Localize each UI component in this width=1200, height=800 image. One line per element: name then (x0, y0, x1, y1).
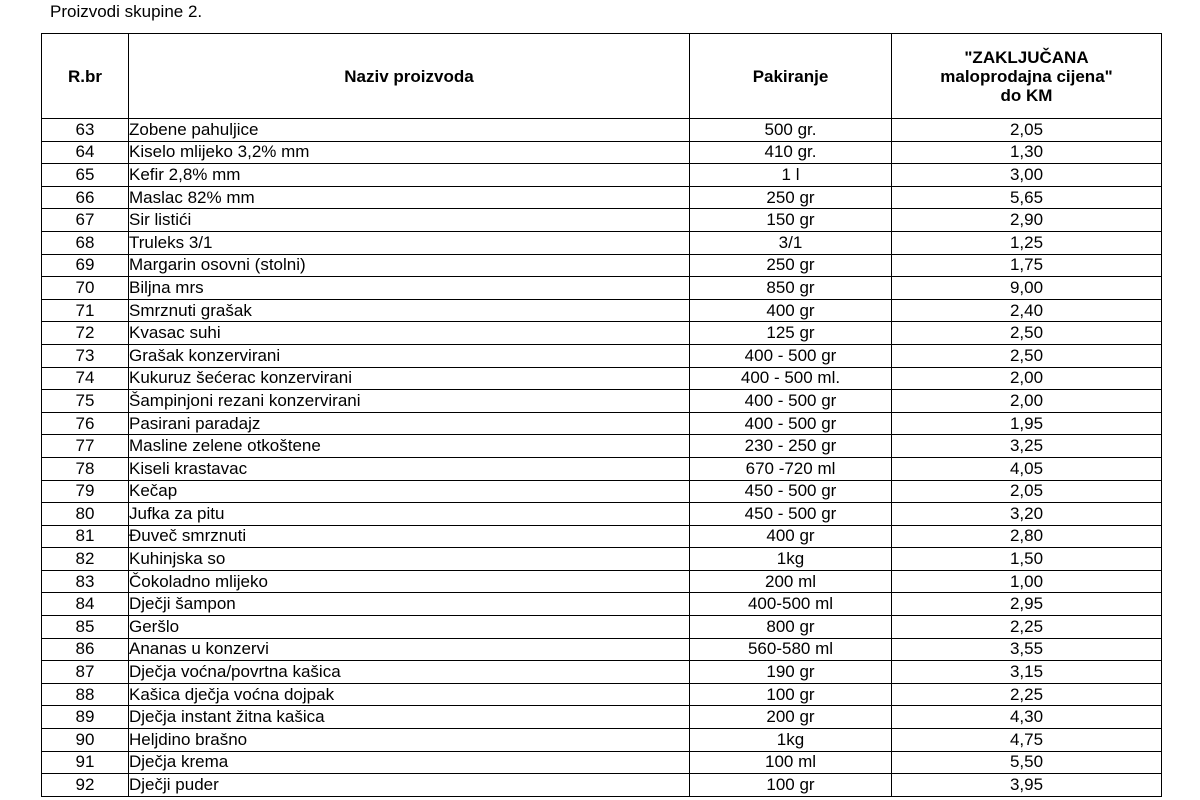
cell-packaging: 1 l (690, 164, 892, 187)
cell-number: 68 (42, 231, 129, 254)
cell-number: 74 (42, 367, 129, 390)
table-row (42, 277, 1162, 300)
cell-product-name: Dječja voćna/povrtna kašica (129, 661, 690, 684)
header-packaging: Pakiranje (690, 34, 892, 119)
cell-number: 82 (42, 548, 129, 571)
cell-price: 2,00 (892, 390, 1162, 413)
cell-number: 75 (42, 390, 129, 413)
cell-packaging: 100 gr (690, 774, 892, 797)
table-row (42, 480, 1162, 503)
cell-product-name: Sir listići (129, 209, 690, 232)
table-row (42, 457, 1162, 480)
cell-price: 2,80 (892, 525, 1162, 548)
cell-packaging: 1kg (690, 729, 892, 752)
cell-product-name: Ananas u konzervi (129, 638, 690, 661)
cell-number: 64 (42, 141, 129, 164)
cell-price: 9,00 (892, 277, 1162, 300)
cell-packaging: 200 gr (690, 706, 892, 729)
cell-number: 83 (42, 570, 129, 593)
cell-packaging: 410 gr. (690, 141, 892, 164)
cell-price: 1,25 (892, 231, 1162, 254)
cell-product-name: Dječji šampon (129, 593, 690, 616)
table-row (42, 683, 1162, 706)
cell-packaging: 1kg (690, 548, 892, 571)
cell-number: 77 (42, 435, 129, 458)
cell-packaging: 100 ml (690, 751, 892, 774)
cell-number: 66 (42, 186, 129, 209)
cell-number: 91 (42, 751, 129, 774)
table-row (42, 661, 1162, 684)
cell-packaging: 400 - 500 gr (690, 390, 892, 413)
cell-number: 70 (42, 277, 129, 300)
cell-packaging: 400 - 500 gr (690, 344, 892, 367)
cell-product-name: Kuhinjska so (129, 548, 690, 571)
cell-price: 3,55 (892, 638, 1162, 661)
cell-packaging: 800 gr (690, 616, 892, 639)
cell-product-name: Kukuruz šećerac konzervirani (129, 367, 690, 390)
table-row (42, 119, 1162, 142)
cell-number: 73 (42, 344, 129, 367)
cell-price: 2,50 (892, 322, 1162, 345)
table-row (42, 344, 1162, 367)
cell-packaging: 100 gr (690, 683, 892, 706)
table-row (42, 390, 1162, 413)
cell-packaging: 450 - 500 gr (690, 503, 892, 526)
cell-price: 1,00 (892, 570, 1162, 593)
cell-packaging: 250 gr (690, 254, 892, 277)
cell-packaging: 400 - 500 gr (690, 412, 892, 435)
cell-price: 4,75 (892, 729, 1162, 752)
cell-packaging: 670 -720 ml (690, 457, 892, 480)
cell-product-name: Šampinjoni rezani konzervirani (129, 390, 690, 413)
cell-packaging: 400 - 500 ml. (690, 367, 892, 390)
cell-price: 3,00 (892, 164, 1162, 187)
cell-number: 86 (42, 638, 129, 661)
cell-number: 65 (42, 164, 129, 187)
table-row (42, 164, 1162, 187)
cell-number: 85 (42, 616, 129, 639)
cell-product-name: Maslac 82% mm (129, 186, 690, 209)
cell-number: 79 (42, 480, 129, 503)
cell-product-name: Geršlo (129, 616, 690, 639)
cell-product-name: Pasirani paradajz (129, 412, 690, 435)
table-row (42, 254, 1162, 277)
cell-price: 5,50 (892, 751, 1162, 774)
cell-number: 87 (42, 661, 129, 684)
cell-number: 69 (42, 254, 129, 277)
cell-product-name: Jufka za pitu (129, 503, 690, 526)
cell-product-name: Masline zelene otkoštene (129, 435, 690, 458)
cell-price: 3,25 (892, 435, 1162, 458)
cell-packaging: 190 gr (690, 661, 892, 684)
table-row (42, 367, 1162, 390)
table-row (42, 299, 1162, 322)
cell-price: 1,30 (892, 141, 1162, 164)
cell-price: 2,90 (892, 209, 1162, 232)
cell-product-name: Dječji puder (129, 774, 690, 797)
cell-number: 80 (42, 503, 129, 526)
cell-price: 3,15 (892, 661, 1162, 684)
table-row (42, 322, 1162, 345)
cell-product-name: Kiselo mlijeko 3,2% mm (129, 141, 690, 164)
cell-packaging: 400-500 ml (690, 593, 892, 616)
cell-packaging: 500 gr. (690, 119, 892, 142)
cell-product-name: Kečap (129, 480, 690, 503)
cell-price: 2,50 (892, 344, 1162, 367)
cell-price: 2,05 (892, 480, 1162, 503)
cell-packaging: 125 gr (690, 322, 892, 345)
cell-product-name: Smrznuti grašak (129, 299, 690, 322)
cell-price: 1,75 (892, 254, 1162, 277)
cell-number: 71 (42, 299, 129, 322)
cell-product-name: Grašak konzervirani (129, 344, 690, 367)
table-row (42, 593, 1162, 616)
table-row (42, 638, 1162, 661)
header-price-line: maloprodajna cijena" (940, 66, 1113, 86)
table-row (42, 751, 1162, 774)
cell-number: 67 (42, 209, 129, 232)
table-row (42, 231, 1162, 254)
header-price-line: "ZAKLJUČANA (964, 47, 1089, 67)
header-name: Naziv proizvoda (129, 34, 690, 119)
cell-price: 1,95 (892, 412, 1162, 435)
table-row (42, 186, 1162, 209)
cell-product-name: Dječja instant žitna kašica (129, 706, 690, 729)
cell-price: 2,05 (892, 119, 1162, 142)
cell-packaging: 850 gr (690, 277, 892, 300)
cell-product-name: Kvasac suhi (129, 322, 690, 345)
cell-packaging: 250 gr (690, 186, 892, 209)
table-row (42, 141, 1162, 164)
page-heading: Proizvodi skupine 2. (50, 2, 203, 21)
table-row (42, 435, 1162, 458)
table-row (42, 209, 1162, 232)
products-table (41, 33, 1162, 797)
cell-number: 88 (42, 683, 129, 706)
cell-number: 72 (42, 322, 129, 345)
cell-packaging: 3/1 (690, 231, 892, 254)
table-row (42, 774, 1162, 797)
cell-price: 4,05 (892, 457, 1162, 480)
cell-packaging: 400 gr (690, 299, 892, 322)
cell-packaging: 400 gr (690, 525, 892, 548)
cell-price: 4,30 (892, 706, 1162, 729)
cell-number: 84 (42, 593, 129, 616)
cell-price: 2,25 (892, 683, 1162, 706)
table-row (42, 412, 1162, 435)
cell-product-name: Kefir 2,8% mm (129, 164, 690, 187)
header-number: R.br (42, 34, 129, 119)
cell-price: 2,40 (892, 299, 1162, 322)
cell-price: 2,95 (892, 593, 1162, 616)
cell-product-name: Biljna mrs (129, 277, 690, 300)
cell-number: 76 (42, 412, 129, 435)
header-price-line: do KM (1000, 85, 1053, 105)
cell-product-name: Truleks 3/1 (129, 231, 690, 254)
cell-product-name: Zobene pahuljice (129, 119, 690, 142)
cell-number: 90 (42, 729, 129, 752)
cell-packaging: 450 - 500 gr (690, 480, 892, 503)
cell-number: 78 (42, 457, 129, 480)
table-row (42, 616, 1162, 639)
cell-product-name: Čokoladno mlijeko (129, 570, 690, 593)
cell-packaging: 560-580 ml (690, 638, 892, 661)
table-row (42, 570, 1162, 593)
header-price (892, 34, 1162, 119)
table-header-row (42, 34, 1162, 119)
table-row (42, 503, 1162, 526)
cell-price: 2,25 (892, 616, 1162, 639)
table-body (42, 119, 1162, 797)
table-row (42, 729, 1162, 752)
cell-packaging: 200 ml (690, 570, 892, 593)
table-row (42, 525, 1162, 548)
table-row (42, 706, 1162, 729)
cell-price: 3,20 (892, 503, 1162, 526)
cell-packaging: 150 gr (690, 209, 892, 232)
cell-price: 2,00 (892, 367, 1162, 390)
table-row (42, 548, 1162, 571)
cell-product-name: Dječja krema (129, 751, 690, 774)
cell-product-name: Kiseli krastavac (129, 457, 690, 480)
cell-number: 63 (42, 119, 129, 142)
cell-packaging: 230 - 250 gr (690, 435, 892, 458)
cell-price: 5,65 (892, 186, 1162, 209)
cell-product-name: Heljdino brašno (129, 729, 690, 752)
cell-product-name: Margarin osovni (stolni) (129, 254, 690, 277)
cell-price: 3,95 (892, 774, 1162, 797)
cell-price: 1,50 (892, 548, 1162, 571)
cell-number: 89 (42, 706, 129, 729)
cell-product-name: Đuveč smrznuti (129, 525, 690, 548)
cell-number: 81 (42, 525, 129, 548)
cell-product-name: Kašica dječja voćna dojpak (129, 683, 690, 706)
cell-number: 92 (42, 774, 129, 797)
